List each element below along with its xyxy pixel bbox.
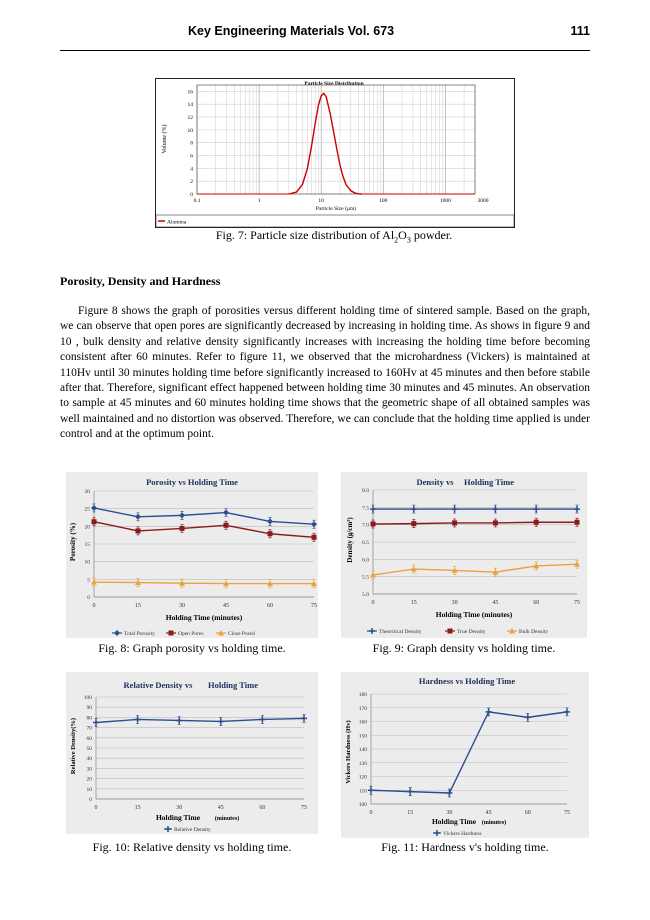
page-number: 111 xyxy=(570,24,590,38)
fig7-ytick-label: 2 xyxy=(190,179,193,186)
fig9-xtick-label: 60 xyxy=(533,600,540,606)
fig11-ytick-label: 150 xyxy=(358,733,367,740)
fig10-series-relative-density-point xyxy=(301,715,307,721)
fig7-legend-label: Alumina xyxy=(167,219,187,226)
fig10-caption: Fig. 10: Relative density vs holding time. xyxy=(92,840,292,854)
fig8-xtick-label: 60 xyxy=(267,603,273,609)
fig10-ytick-label: 30 xyxy=(86,766,92,773)
fig7-caption-text: Fig. 7: Particle size distribution of Al xyxy=(215,228,395,242)
fig7-svg xyxy=(156,79,514,227)
fig11-xtick-label: 60 xyxy=(524,810,531,816)
running-header xyxy=(60,22,590,42)
fig8-caption: Fig. 8: Graph porosity vs holding time. xyxy=(98,641,286,655)
fig11-ytick-label: 100 xyxy=(358,802,367,808)
fig8-legend-label: Close Pored xyxy=(228,631,255,637)
fig7-ytick-label: 4 xyxy=(190,166,193,173)
fig7-xlabel: Particle Size (µm) xyxy=(315,206,357,212)
fig8-ytick-label: 5 xyxy=(87,577,90,584)
fig10-xlabel-unit: (minutes) xyxy=(214,816,240,822)
header-rule xyxy=(60,50,590,51)
fig9-ytick-label: 7.0 xyxy=(362,522,369,529)
fig9-ytick-label: 5.5 xyxy=(362,574,369,581)
fig8-series-open-pores-point xyxy=(224,523,229,528)
fig7-ytick-label: 10 xyxy=(187,127,193,134)
fig11-series-vickers-hardness-point xyxy=(446,790,452,796)
fig11-ytick-label: 180 xyxy=(358,692,367,698)
fig10-title-a: Relative Density vs xyxy=(123,680,193,690)
fig8-series-open-pores-point xyxy=(136,528,141,533)
fig10-ytick-label: 70 xyxy=(86,725,92,732)
fig10-ytick-label: 10 xyxy=(86,786,92,793)
fig8-xtick-label: 45 xyxy=(223,603,229,609)
fig11-xlabel: Holding Time xyxy=(431,817,477,826)
fig8-series-total-porosity-point xyxy=(223,510,229,516)
fig7-chart xyxy=(155,78,515,228)
fig9-series-theoritical-density-point xyxy=(411,506,417,512)
fig10-ytick-label: 60 xyxy=(86,735,92,742)
fig11-ytick-label: 110 xyxy=(358,788,367,795)
fig9-series-true-density-point xyxy=(452,520,457,525)
fig10-xtick-label: 75 xyxy=(301,805,307,811)
fig8-series-open-pores-point xyxy=(180,526,185,531)
fig11-series-vickers-hardness-line xyxy=(371,712,567,793)
fig10-ytick-label: 100 xyxy=(83,695,92,701)
fig7-xtick-label: 3000 xyxy=(477,198,489,204)
fig11-xtick-label: 30 xyxy=(446,810,453,816)
fig10-series-relative-density-line xyxy=(96,718,304,722)
fig7-ytick-label: 12 xyxy=(187,115,193,122)
fig7-ytick-label: 16 xyxy=(187,89,193,96)
fig8-legend-marker xyxy=(114,630,120,636)
fig11-xtick-label: 15 xyxy=(407,810,414,816)
fig7-ytick-label: 0 xyxy=(190,192,193,198)
fig9-series-theoritical-density-point xyxy=(452,506,458,512)
fig7-title: Particle Size Distribution xyxy=(304,81,364,87)
fig11-ytick-label: 170 xyxy=(358,705,367,712)
fig8-ytick-label: 0 xyxy=(87,595,90,601)
fig7-ylabel: Volume (%) xyxy=(162,124,168,154)
fig7-ytick-label: 8 xyxy=(190,140,193,147)
fig9-ylabel: Density (g/cm³) xyxy=(346,517,354,563)
fig9-series-bulk-density-line xyxy=(373,564,577,575)
fig8-series-total-porosity-line xyxy=(94,508,314,524)
fig8-series-total-porosity-point xyxy=(135,514,141,520)
fig9-series-true-density-point xyxy=(371,521,376,526)
fig9-title-a: Density vs xyxy=(416,477,454,487)
fig9-series-true-density-point xyxy=(534,520,539,525)
fig9-ytick-label: 6.0 xyxy=(362,557,369,564)
fig11-ytick-label: 160 xyxy=(358,719,367,726)
fig10-xtick-label: 60 xyxy=(259,805,266,811)
fig10-ytick-label: 80 xyxy=(86,715,92,722)
fig10-legend-marker xyxy=(165,826,171,832)
fig8-xtick-label: 30 xyxy=(179,603,185,609)
fig8-series-total-porosity-point xyxy=(91,505,97,511)
fig10-xtick-label: 45 xyxy=(217,805,224,811)
fig9-legend-label: Bulk Density xyxy=(519,629,549,635)
fig8-legend-label: Total Porosity xyxy=(124,631,155,637)
fig11-series-vickers-hardness-point xyxy=(368,787,374,793)
fig11-ytick-label: 130 xyxy=(358,760,367,767)
fig9-title-b: Holding Time xyxy=(464,477,514,487)
fig7-xtick-label: 1 xyxy=(257,198,261,204)
fig10-ylabel: Relative Density(%) xyxy=(70,717,77,775)
fig8-series-open-pores-point xyxy=(312,535,317,540)
fig11-series-vickers-hardness-point xyxy=(525,714,531,720)
fig10-xtick-label: 0 xyxy=(94,805,98,811)
fig7-ytick-label: 14 xyxy=(187,102,193,109)
fig10-svg xyxy=(66,672,318,834)
fig9-ytick-label: 7.5 xyxy=(362,505,369,512)
fig11-xtick-label: 0 xyxy=(369,810,373,816)
journal-title: Key Engineering Materials Vol. 673 xyxy=(188,24,395,38)
fig11-series-vickers-hardness-point xyxy=(486,709,492,715)
fig10-xtick-label: 15 xyxy=(134,805,141,811)
fig11-xtick-label: 45 xyxy=(485,810,492,816)
fig9-series-theoritical-density-point xyxy=(533,506,539,512)
fig11-series-vickers-hardness-point xyxy=(564,709,570,715)
fig10-ytick-label: 40 xyxy=(86,756,92,763)
fig8-xlabel: Holding Time (minutes) xyxy=(165,613,243,622)
fig10-ytick-label: 20 xyxy=(86,776,92,783)
fig9-xtick-label: 0 xyxy=(371,600,375,606)
fig9-legend-marker xyxy=(369,628,375,634)
fig8-title: Porosity vs Holding Time xyxy=(146,477,238,487)
fig10-series-relative-density-point xyxy=(93,720,99,726)
fig10-ytick-label: 50 xyxy=(86,746,92,752)
fig9-xtick-label: 75 xyxy=(574,600,580,606)
fig8-series-open-pores-point xyxy=(92,519,97,524)
fig8-xtick-label: 15 xyxy=(135,603,141,609)
fig10-legend-label: Relative Density xyxy=(174,827,211,833)
section-heading: Porosity, Density and Hardness xyxy=(60,274,221,288)
fig8-chart xyxy=(66,472,318,638)
fig7-caption xyxy=(155,228,513,244)
fig7-caption-sub1: 2 xyxy=(394,235,399,245)
fig9-svg xyxy=(341,472,587,638)
fig9-series-theoritical-density-point xyxy=(370,506,376,512)
fig8-series-total-porosity-point xyxy=(267,518,273,524)
fig8-xtick-label: 75 xyxy=(311,603,317,609)
fig7-caption-mid: O xyxy=(398,228,407,242)
fig10-xlabel: Holding Time xyxy=(155,813,201,822)
fig8-series-total-porosity-point xyxy=(179,512,185,518)
fig10-xtick-label: 30 xyxy=(176,805,183,811)
fig7-caption-sub2: 3 xyxy=(406,235,411,245)
fig8-svg xyxy=(66,472,318,638)
body-paragraph: Figure 8 shows the graph of porosities versus different holding time of sintered sample. Based on the graph, we can observe that open pores are significantly decreased by increasing in holding time. As shows in figure 9 and 10 , bulk density and relative density significantly increases with increasing the holding time before becoming consistent after 60 minutes. Refer to figure 11, we observed that the microhardness (Vickers) is maintained at 110Hv until 30 minutes holding time before significantly increased to 160Hv at 45 minutes and then before stabile after that. Therefore, significant effect happened between holding time 30 minutes and 45 minutes. An observation to sample at 45 minutes and 60 minutes holding time shows that the geometric shape of all obtained samples was well maintained and no distortion was observed. Therefore, we can conclude that the holding time applied is under control and at the optimum point. xyxy=(60,305,590,441)
fig7-xtick-label: 0.1 xyxy=(193,198,201,204)
fig8-series-open-pores-point xyxy=(268,531,273,536)
fig10-series-relative-density-point xyxy=(176,717,182,723)
fig8-legend-marker xyxy=(169,631,174,636)
fig9-xlabel: Holding Time (minutes) xyxy=(435,610,513,619)
fig11-title: Hardness vs Holding Time xyxy=(418,676,516,686)
fig11-legend-label: Vickers Hardness xyxy=(443,831,482,837)
fig9-series-theoritical-density-point xyxy=(492,506,498,512)
fig9-legend-label: True Density xyxy=(457,629,486,635)
fig9-ytick-label: 8.0 xyxy=(362,488,369,494)
fig9-series-true-density-point xyxy=(575,520,580,525)
fig11-series-vickers-hardness-point xyxy=(407,789,413,795)
fig9-series-true-density-line xyxy=(373,522,577,524)
fig8-ytick-label: 20 xyxy=(84,524,90,531)
fig7-legend-box xyxy=(156,215,514,227)
fig9-ytick-label: 5.0 xyxy=(362,592,369,598)
fig11-svg xyxy=(341,672,589,838)
fig10-chart xyxy=(66,672,318,834)
fig9-series-true-density-point xyxy=(493,520,498,525)
fig10-title-b: Holding Time xyxy=(208,680,258,690)
fig11-legend-marker xyxy=(434,830,440,836)
fig9-legend-marker xyxy=(448,629,453,634)
fig11-xlabel-unit: (minutes) xyxy=(481,820,507,826)
fig8-series-open-pores-line xyxy=(94,522,314,538)
fig9-xtick-label: 45 xyxy=(492,600,499,606)
fig8-legend-label: Open Pores xyxy=(178,631,204,637)
fig8-ytick-label: 15 xyxy=(84,542,90,548)
fig10-series-relative-density-point xyxy=(218,718,224,724)
fig11-chart xyxy=(341,672,589,838)
fig11-ytick-label: 140 xyxy=(358,747,367,753)
fig11-caption: Fig. 11: Hardness v's holding time. xyxy=(381,840,549,854)
fig9-legend-label: Theoritical Density xyxy=(379,629,422,635)
fig7-xtick-label: 10 xyxy=(318,198,324,204)
fig9-xtick-label: 30 xyxy=(451,600,458,606)
fig10-ytick-label: 90 xyxy=(86,705,92,712)
fig7-ytick-label: 6 xyxy=(190,153,193,160)
fig7-plot-frame xyxy=(197,85,475,194)
fig10-ytick-label: 0 xyxy=(89,797,92,803)
fig8-ytick-label: 30 xyxy=(84,489,90,495)
fig9-xtick-label: 15 xyxy=(410,600,417,606)
fig7-caption-post: powder. xyxy=(410,228,453,242)
fig8-ytick-label: 25 xyxy=(84,506,90,513)
fig8-ylabel: Porosity (%) xyxy=(69,522,77,562)
fig8-ytick-label: 10 xyxy=(84,559,90,566)
fig8-xtick-label: 0 xyxy=(92,603,96,609)
fig9-ytick-label: 6.5 xyxy=(362,540,369,546)
fig9-series-theoritical-density-point xyxy=(574,506,580,512)
fig9-series-true-density-point xyxy=(411,521,416,526)
fig11-xtick-label: 75 xyxy=(564,810,570,816)
fig9-caption: Fig. 9: Graph density vs holding time. xyxy=(372,641,556,655)
fig11-ytick-label: 120 xyxy=(358,774,367,781)
fig7-xtick-label: 1000 xyxy=(439,198,451,204)
fig11-ylabel: Vickers Hardness (Hv) xyxy=(345,720,352,784)
fig9-chart xyxy=(341,472,587,638)
fig8-series-close-pored-line xyxy=(94,582,314,583)
fig7-xtick-label: 100 xyxy=(379,198,388,204)
